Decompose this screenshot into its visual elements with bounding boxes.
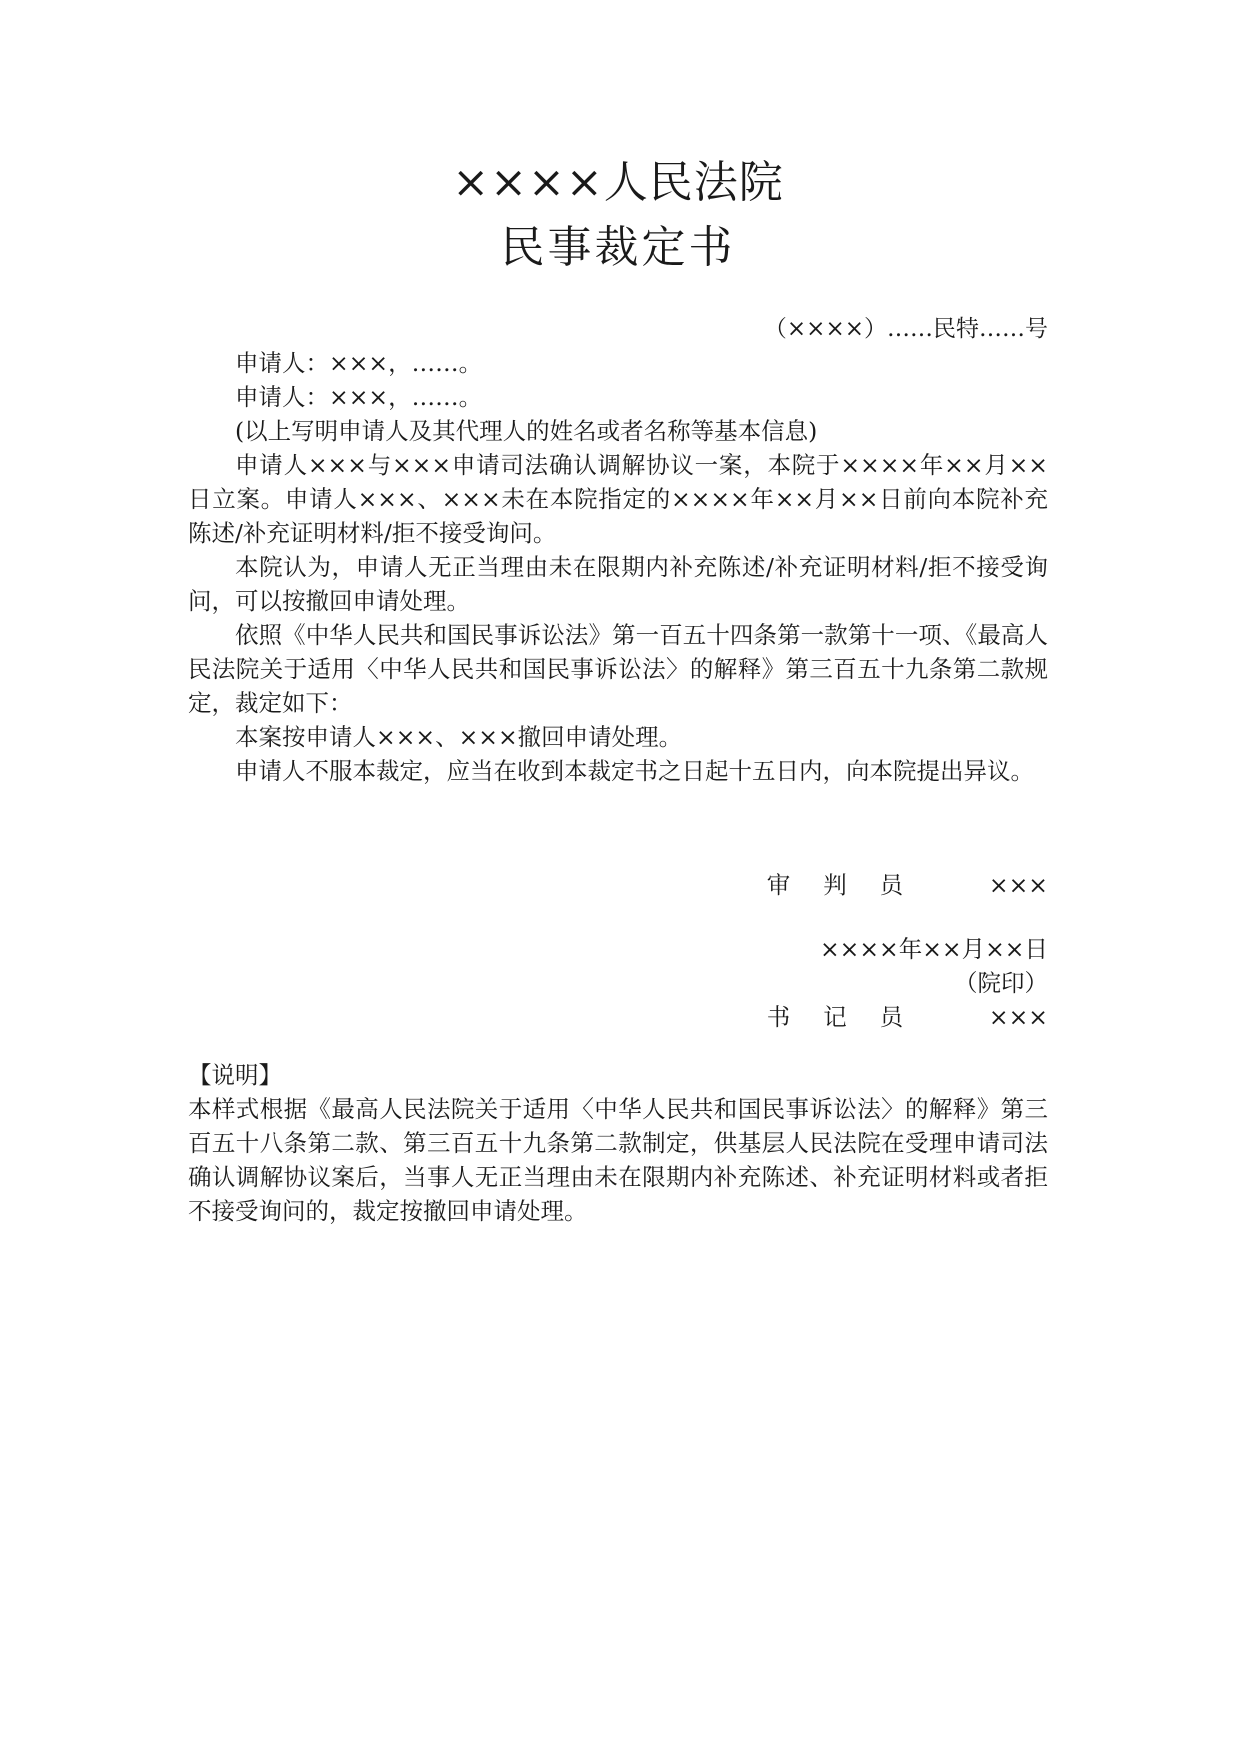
clerk-signature-line (767, 1000, 1048, 1034)
ruling-date: ××××年××月××日 (819, 935, 1048, 963)
explanation-text: 本样式根据《最高人民法院关于适用〈中华人民共和国民事诉讼法〉的解释》第三百五十八条第二款、第三百五十九条第二款制定，供基层人民法院在受理申请司法确认调解协议案后，当事人无正当理由未在限期内补充陈述、补充证明材料或者拒不接受询问的，裁定按撤回申请处理。 (188, 1095, 1048, 1225)
applicant-2: 申请人：×××，……。 (235, 383, 483, 411)
explanation-section (188, 1058, 1048, 1228)
explanation-heading: 【说明】 (188, 1061, 282, 1089)
clerk-role: 书记员 (766, 1003, 936, 1031)
applicant-1: 申请人：×××，……。 (235, 349, 483, 377)
judge-name: ××× (988, 871, 1048, 899)
court-opinion-paragraph: 本院认为，申请人无正当理由未在限期内补充陈述/补充证明材料/拒不接受询问，可以按撤回申请处理。 (188, 553, 1048, 615)
party-info-note: (以上写明申请人及其代理人的姓名或者名称等基本信息) (235, 417, 818, 445)
document-title: 民事裁定书 (500, 222, 736, 273)
judge-signature-line (767, 868, 1048, 902)
clerk-name: ××× (988, 1003, 1048, 1031)
case-facts-paragraph: 申请人×××与×××申请司法确认调解协议一案，本院于××××年××月××日立案。申请人×××、×××未在本院指定的××××年××月××日前向本院补充陈述/补充证明材料/拒不接受询问。 (188, 451, 1048, 547)
document-page (188, 0, 1048, 1753)
court-seal: （院印） (954, 969, 1048, 997)
legal-basis-paragraph: 依照《中华人民共和国民事诉讼法》第一百五十四条第一款第十一项、《最高人民法院关于适用〈中华人民共和国民事诉讼法〉的解释》第三百五十九条第二款规定，裁定如下： (188, 621, 1048, 717)
ruling-paragraph: 本案按申请人×××、×××撤回申请处理。 (235, 723, 683, 751)
document-body (188, 346, 1048, 788)
case-number: （××××）……民特……号 (763, 316, 1048, 342)
appeal-notice-paragraph: 申请人不服本裁定，应当在收到本裁定书之日起十五日内，向本院提出异议。 (235, 757, 1034, 785)
court-name: ××××人民法院 (452, 157, 784, 208)
judge-role: 审判员 (766, 871, 936, 899)
